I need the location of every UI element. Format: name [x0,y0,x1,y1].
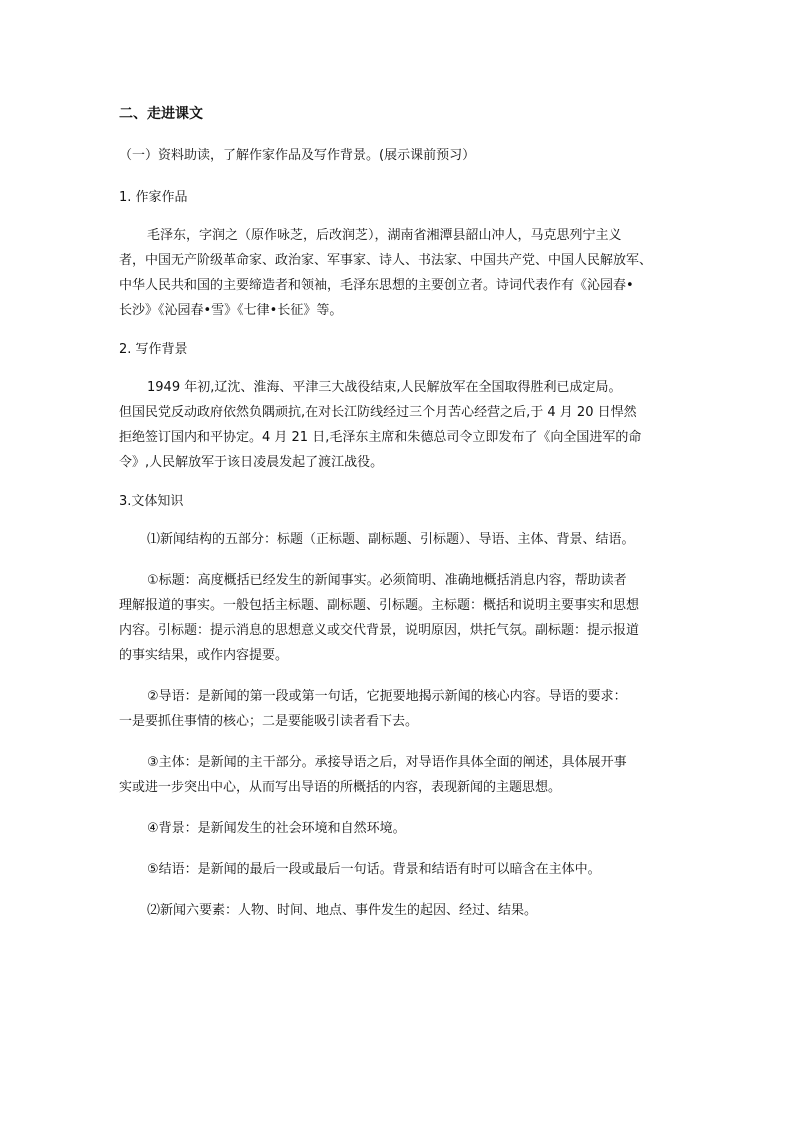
paragraph-line: ⑤结语：是新闻的最后一段或最后一句话。背景和结语有时可以暗含在主体中。 [147,862,601,877]
paragraph-line: ④背景：是新闻发生的社会环境和自然环境。 [147,821,406,836]
paragraph-line: 内容。引标题：提示消息的思想意义或交代背景，说明原因，烘托气氛。副标题：提示报道 [119,623,640,638]
paragraph-line: ⑵新闻六要素：人物、时间、地点、事件发生的起因、经过、结果。 [147,903,538,918]
paragraph-line: 毛泽东，字润之（原作咏芝，后改润芝），湖南省湘潭县韶山冲人，马克思列宁主义 [147,228,622,243]
paragraph-line: 中华人民共和国的主要缔造者和领袖，毛泽东思想的主要创立者。诗词代表作有《沁园春• [119,278,634,293]
background-paragraph [119,375,679,475]
news-six-elements-paragraph [119,898,679,923]
news-structure-intro [119,527,679,552]
paragraph-line: ①标题：高度概括已经发生的新闻事实。必须简明、准确地概括消息内容，帮助读者 [147,573,627,588]
paragraph-line: 理解报道的事实。一般包括主标题、副标题、引标题。主标题：概括和说明主要事实和思想 [119,598,640,613]
section-title: 二、走进课文 [119,106,203,122]
paragraph-line: 拒绝签订国内和平协定。4 月 21 日,毛泽东主席和朱德总司令立即发布了《向全国进军的命 [119,430,642,445]
news-lead-paragraph [119,684,679,734]
news-conclusion-paragraph [119,857,679,882]
author-works-paragraph [119,223,679,323]
document-body [119,103,679,939]
paragraph-line: 令》,人民解放军于该日凌晨发起了渡江战役。 [119,455,384,470]
paragraph-line: ⑴新闻结构的五部分：标题（正标题、副标题、引标题）、导语、主体、背景、结语。 [147,532,635,547]
news-background-paragraph [119,816,679,841]
paragraph-line: 但国民党反动政府依然负隅顽抗,在对长江防线经过三个月苦心经营之后,于 4 月 20 日悍然 [119,405,637,420]
news-title-paragraph [119,568,679,668]
paragraph-line: 者，中国无产阶级革命家、政治家、军事家、诗人、书法家、中国共产党、中国人民解放军、 [119,253,653,268]
genre-knowledge-heading: 3.文体知识 [119,494,184,509]
paragraph-line: 实或进一步突出中心，从而写出导语的所概括的内容，表现新闻的主题思想。 [119,780,562,795]
paragraph-line: 1949 年初,辽沈、淮海、平津三大战役结束,人民解放军在全国取得胜利已成定局。 [147,380,622,395]
subsection-heading: （一）资料助读，了解作家作品及写作背景。(展示课前预习） [119,148,476,163]
news-body-paragraph [119,750,679,800]
paragraph-line: ③主体：是新闻的主干部分。承接导语之后，对导语作具体全面的阐述，具体展开事 [147,755,627,770]
paragraph-line: 的事实结果，或作内容提要。 [119,648,289,663]
background-heading: 2. 写作背景 [119,342,188,357]
author-works-heading: 1. 作家作品 [119,190,188,205]
paragraph-line: 长沙》《沁园春•雪》《七律•长征》等。 [119,303,343,318]
paragraph-line: 一是要抓住事情的核心；二是要能吸引读者看下去。 [119,714,419,729]
paragraph-line: ②导语：是新闻的第一段或第一句话，它扼要地揭示新闻的核心内容。导语的要求： [147,689,627,704]
